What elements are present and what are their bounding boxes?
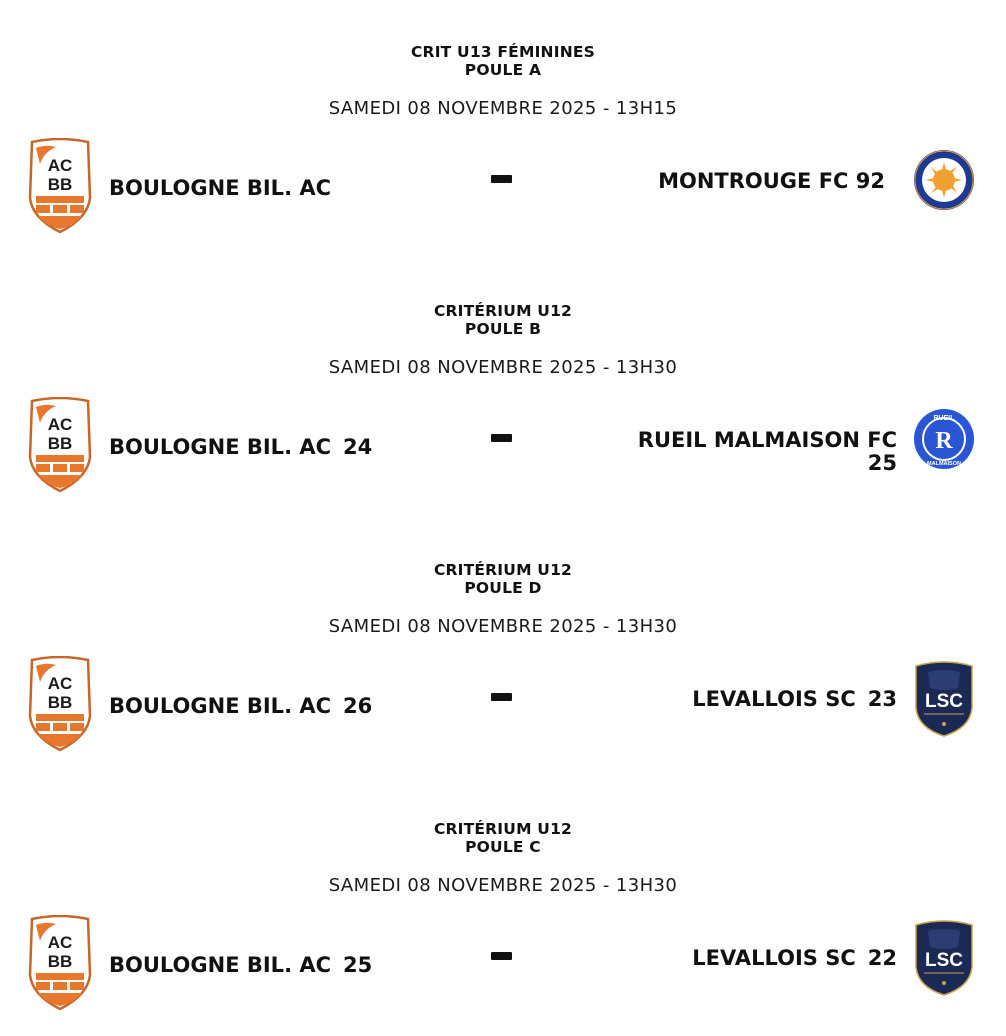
home-team: [109, 176, 343, 200]
versus-dash: [491, 434, 512, 442]
home-team-name: BOULOGNE BIL. AC: [109, 176, 332, 200]
match-card: [0, 518, 1006, 777]
away-team-score: 22: [867, 946, 897, 970]
away-team: [692, 688, 897, 711]
home-team-score: 24: [343, 435, 373, 459]
acbb-crest-icon: [26, 915, 94, 1011]
away-team: [692, 947, 897, 970]
home-team: [109, 435, 372, 459]
away-team-name: LEVALLOIS SC: [692, 687, 856, 711]
competition-title: [0, 820, 1006, 856]
levallois-crest-icon: [912, 919, 976, 997]
away-team-name: LEVALLOIS SC: [692, 946, 856, 970]
match-datetime: SAMEDI 08 NOVEMBRE 2025 - 13H30: [328, 357, 678, 378]
home-team: [109, 953, 372, 977]
home-team: [109, 694, 372, 718]
home-team-score: 25: [343, 953, 373, 977]
acbb-crest-icon: [26, 397, 94, 493]
away-team-score: 23: [867, 687, 897, 711]
home-team-name: BOULOGNE BIL. AC: [109, 435, 332, 459]
away-team-name: RUEIL MALMAISON FC: [637, 428, 897, 452]
home-team-score: 26: [343, 694, 373, 718]
acbb-crest-icon: [26, 138, 94, 234]
match-card: [0, 777, 1006, 1036]
home-team-name: BOULOGNE BIL. AC: [109, 953, 332, 977]
competition-title: [0, 43, 1006, 79]
group-name: POULE B: [464, 320, 542, 338]
away-team-name: MONTROUGE FC 92: [658, 169, 885, 193]
acbb-crest-icon: [26, 656, 94, 752]
versus-dash: [491, 693, 512, 701]
away-team-score: 25: [867, 451, 897, 475]
montrouge-crest-icon: [912, 148, 976, 212]
competition-name: CRITÉRIUM U12: [433, 820, 573, 838]
group-name: POULE D: [464, 579, 542, 597]
rueil-crest-icon: [912, 407, 976, 471]
versus-dash: [491, 952, 512, 960]
competition-title: [0, 561, 1006, 597]
home-team-name: BOULOGNE BIL. AC: [109, 694, 332, 718]
versus-dash: [491, 175, 512, 183]
match-card: [0, 259, 1006, 518]
group-name: POULE A: [464, 61, 542, 79]
away-team: [658, 170, 897, 193]
levallois-crest-icon: [912, 660, 976, 738]
competition-name: CRIT U13 FÉMININES: [410, 43, 596, 61]
competition-name: CRITÉRIUM U12: [433, 302, 573, 320]
match-datetime: SAMEDI 08 NOVEMBRE 2025 - 13H30: [328, 616, 678, 637]
match-datetime: SAMEDI 08 NOVEMBRE 2025 - 13H30: [328, 875, 678, 896]
competition-title: [0, 302, 1006, 338]
match-card: [0, 0, 1006, 259]
match-datetime: SAMEDI 08 NOVEMBRE 2025 - 13H15: [328, 98, 678, 119]
group-name: POULE C: [465, 838, 541, 856]
away-team: [607, 429, 897, 475]
competition-name: CRITÉRIUM U12: [433, 561, 573, 579]
